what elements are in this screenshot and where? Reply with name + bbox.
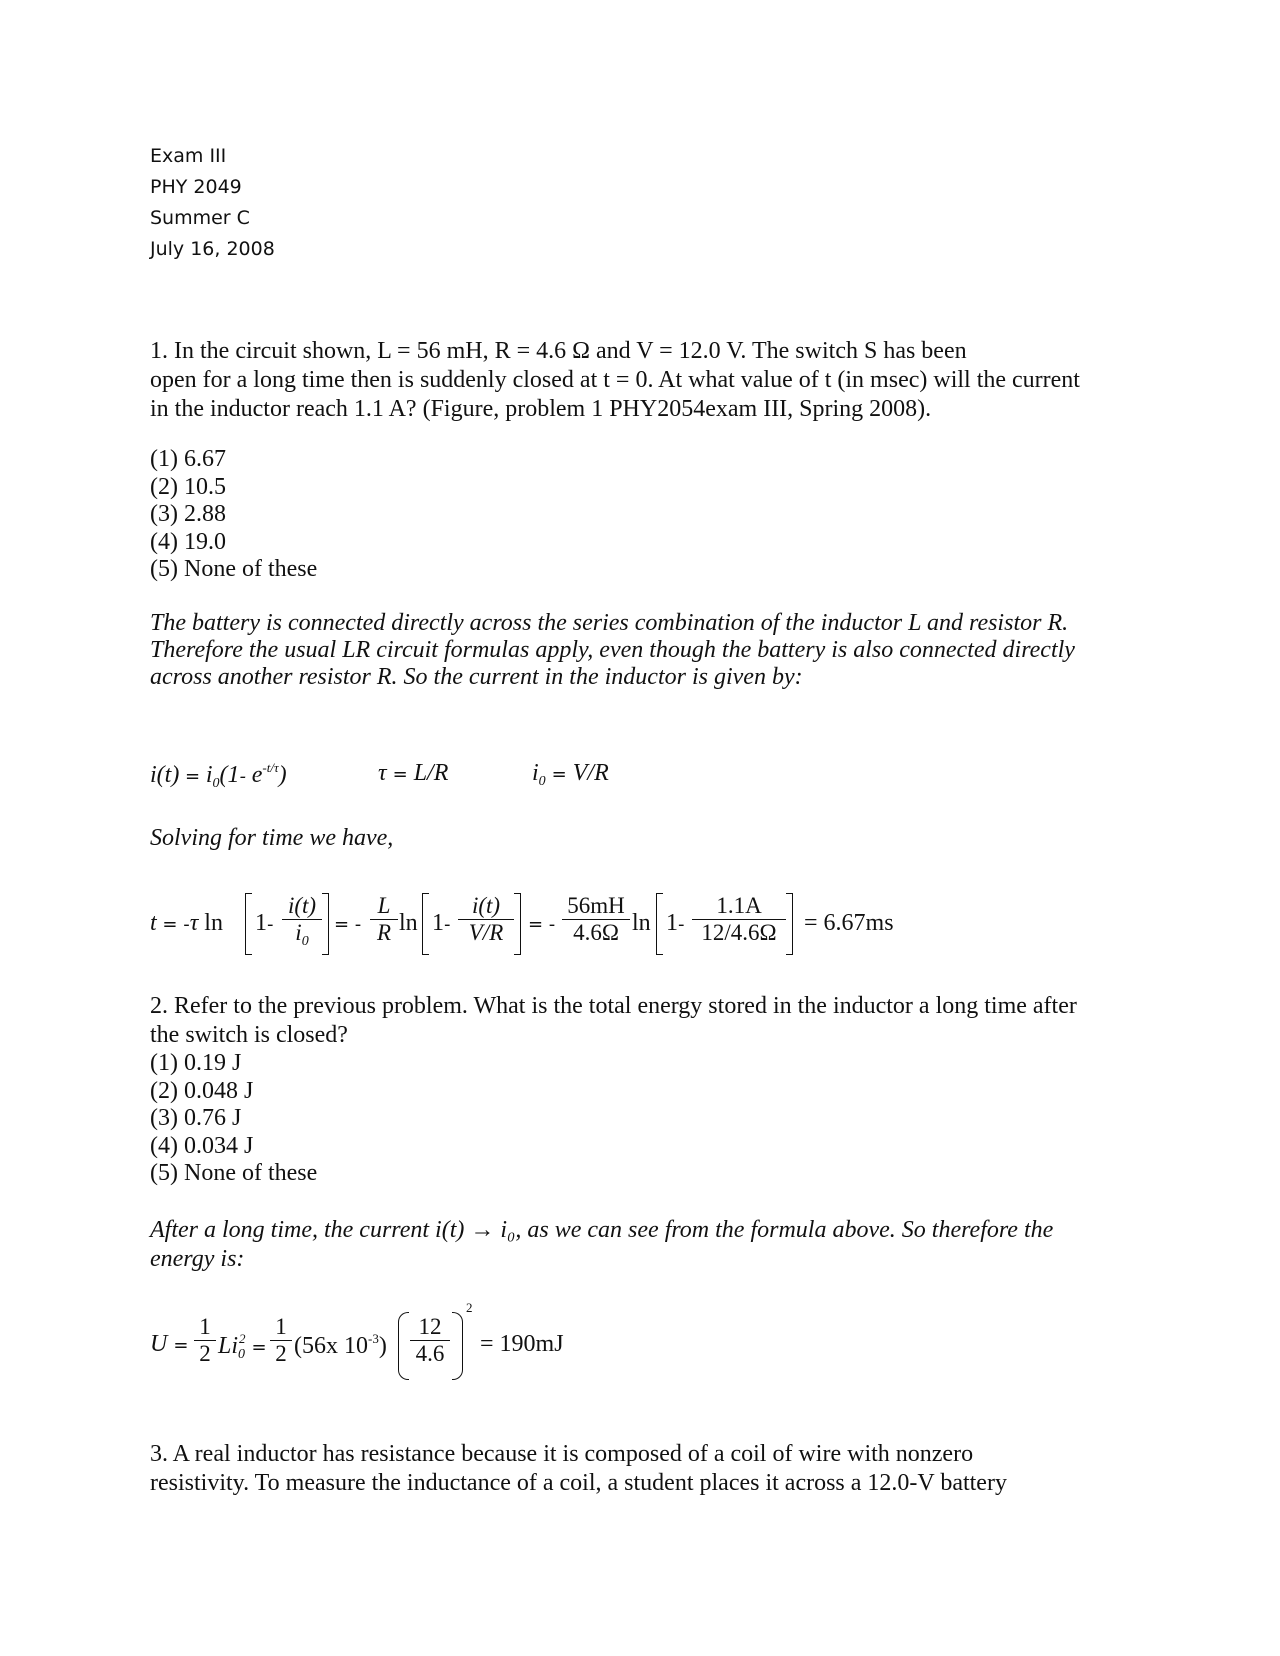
option: (5) None of these	[150, 1160, 318, 1186]
exam-date: July 16, 2008	[150, 238, 275, 260]
option: (3) 2.88	[150, 501, 226, 527]
problem2-solution	[150, 1216, 1053, 1274]
fraction-voltage-resistance	[410, 1314, 450, 1367]
exponent: -3	[368, 1331, 379, 1346]
denominator: 4.6Ω	[573, 920, 619, 945]
time-constant-formula: τ = L/R	[378, 760, 449, 786]
option: (5) None of these	[150, 556, 318, 582]
fraction-values	[562, 893, 630, 946]
bracket-right	[322, 893, 329, 955]
fraction-half: $\frac{1}{2}$	[194, 1314, 216, 1367]
solution-line: The battery is connected directly across the series combination of the inductor L and resistor R.	[150, 610, 1069, 636]
course-code: PHY 2049	[150, 176, 242, 198]
coefficient-text: (56x 10	[294, 1333, 368, 1359]
problem3-text	[150, 1440, 1007, 1498]
denominator: 4.6	[415, 1341, 445, 1366]
one-minus: 1-	[255, 910, 274, 936]
energy-result: = 190mJ	[480, 1331, 564, 1357]
option: (2) 10.5	[150, 473, 226, 500]
max-current-formula: $i_0 = V/R$	[532, 760, 609, 789]
problem1-solution	[150, 610, 1075, 691]
option: (1) 0.19 J	[150, 1050, 242, 1076]
problem1-line: in the inductor reach 1.1 A? (Figure, problem 1 PHY2054exam III, Spring 2008).	[150, 396, 932, 422]
option: (1) 6.67	[150, 446, 226, 472]
ln: ln	[632, 910, 651, 936]
fraction-it-VR: $\frac{i(t)}{V/R}$	[458, 893, 514, 946]
U-equals: U =	[150, 1331, 189, 1357]
t-equals: t = -τ ln	[150, 910, 223, 936]
bracket-right	[786, 893, 793, 955]
problem1-line: 1. In the circuit shown, L = 56 mH, R = 4.6 Ω and V = 12.0 V. The switch S has been	[150, 338, 967, 364]
time-result: = 6.67ms	[804, 910, 894, 936]
numerator: 12	[410, 1314, 450, 1341]
problem1-text	[150, 337, 1080, 424]
solution-line: After a long time, the current i(t) → i₀, as we can see from the formula above. So therefore the	[150, 1217, 1054, 1243]
solving-text: Solving for time we have,	[150, 825, 394, 851]
denominator: 12/4.6Ω	[701, 920, 777, 945]
L-i0-squared: $Li_0^2$ =	[218, 1331, 267, 1362]
bracket-left	[245, 893, 252, 955]
bracket-left	[422, 893, 429, 955]
exam-title: Exam III	[150, 145, 227, 167]
option: (4) 0.034 J	[150, 1132, 254, 1159]
solution-line: energy is:	[150, 1246, 245, 1272]
problem2-line: the switch is closed?	[150, 1022, 348, 1048]
bracket-left	[656, 893, 663, 955]
current-formula: $i(t) = i_0(1-$ $e^{-t/\tau}$)	[150, 760, 287, 791]
term: Summer C	[150, 207, 250, 229]
option: (4) 19.0	[150, 528, 226, 555]
option: (2) 0.048 J	[150, 1077, 254, 1104]
problem2-text	[150, 992, 1077, 1050]
solution-line: Therefore the usual LR circuit formulas apply, even though the battery is also connected directly	[150, 637, 1075, 663]
solution-line: across another resistor R. So the current in the inductor is given by:	[150, 664, 803, 690]
numerator: 56mH	[562, 893, 630, 920]
problem3-line: resistivity. To measure the inductance of a coil, a student places it across a 12.0-V battery	[150, 1470, 1007, 1496]
one-minus: 1-	[666, 910, 685, 936]
problem1-options	[150, 446, 317, 584]
ln: ln	[399, 910, 418, 936]
fraction-L-R: $\frac{L}{R}$	[370, 893, 398, 946]
problem1-line: open for a long time then is suddenly closed at t = 0. At what value of t (in msec) will the current	[150, 367, 1080, 393]
bracket-right	[514, 893, 521, 955]
paren-left	[398, 1312, 409, 1380]
one-minus: 1-	[432, 910, 451, 936]
square-exponent: 2	[466, 1300, 473, 1315]
fraction-half: $\frac{1}{2}$	[270, 1314, 292, 1367]
paren-right	[452, 1312, 463, 1380]
fraction-current	[692, 893, 786, 946]
coefficient: (56x $10^{-3}$)	[294, 1331, 387, 1359]
option: (3) 0.76 J	[150, 1105, 242, 1131]
equals: = -	[528, 914, 556, 935]
equals: = -	[334, 914, 362, 935]
problem2-line: 2. Refer to the previous problem. What is the total energy stored in the inductor a long time after	[150, 993, 1077, 1019]
fraction-it-i0: $\frac{i(t)}{i_0}$	[282, 893, 322, 955]
numerator: 1.1A	[692, 893, 786, 920]
problem2-options	[150, 1050, 317, 1188]
problem3-line: 3. A real inductor has resistance because it is composed of a coil of wire with nonzero	[150, 1441, 974, 1467]
